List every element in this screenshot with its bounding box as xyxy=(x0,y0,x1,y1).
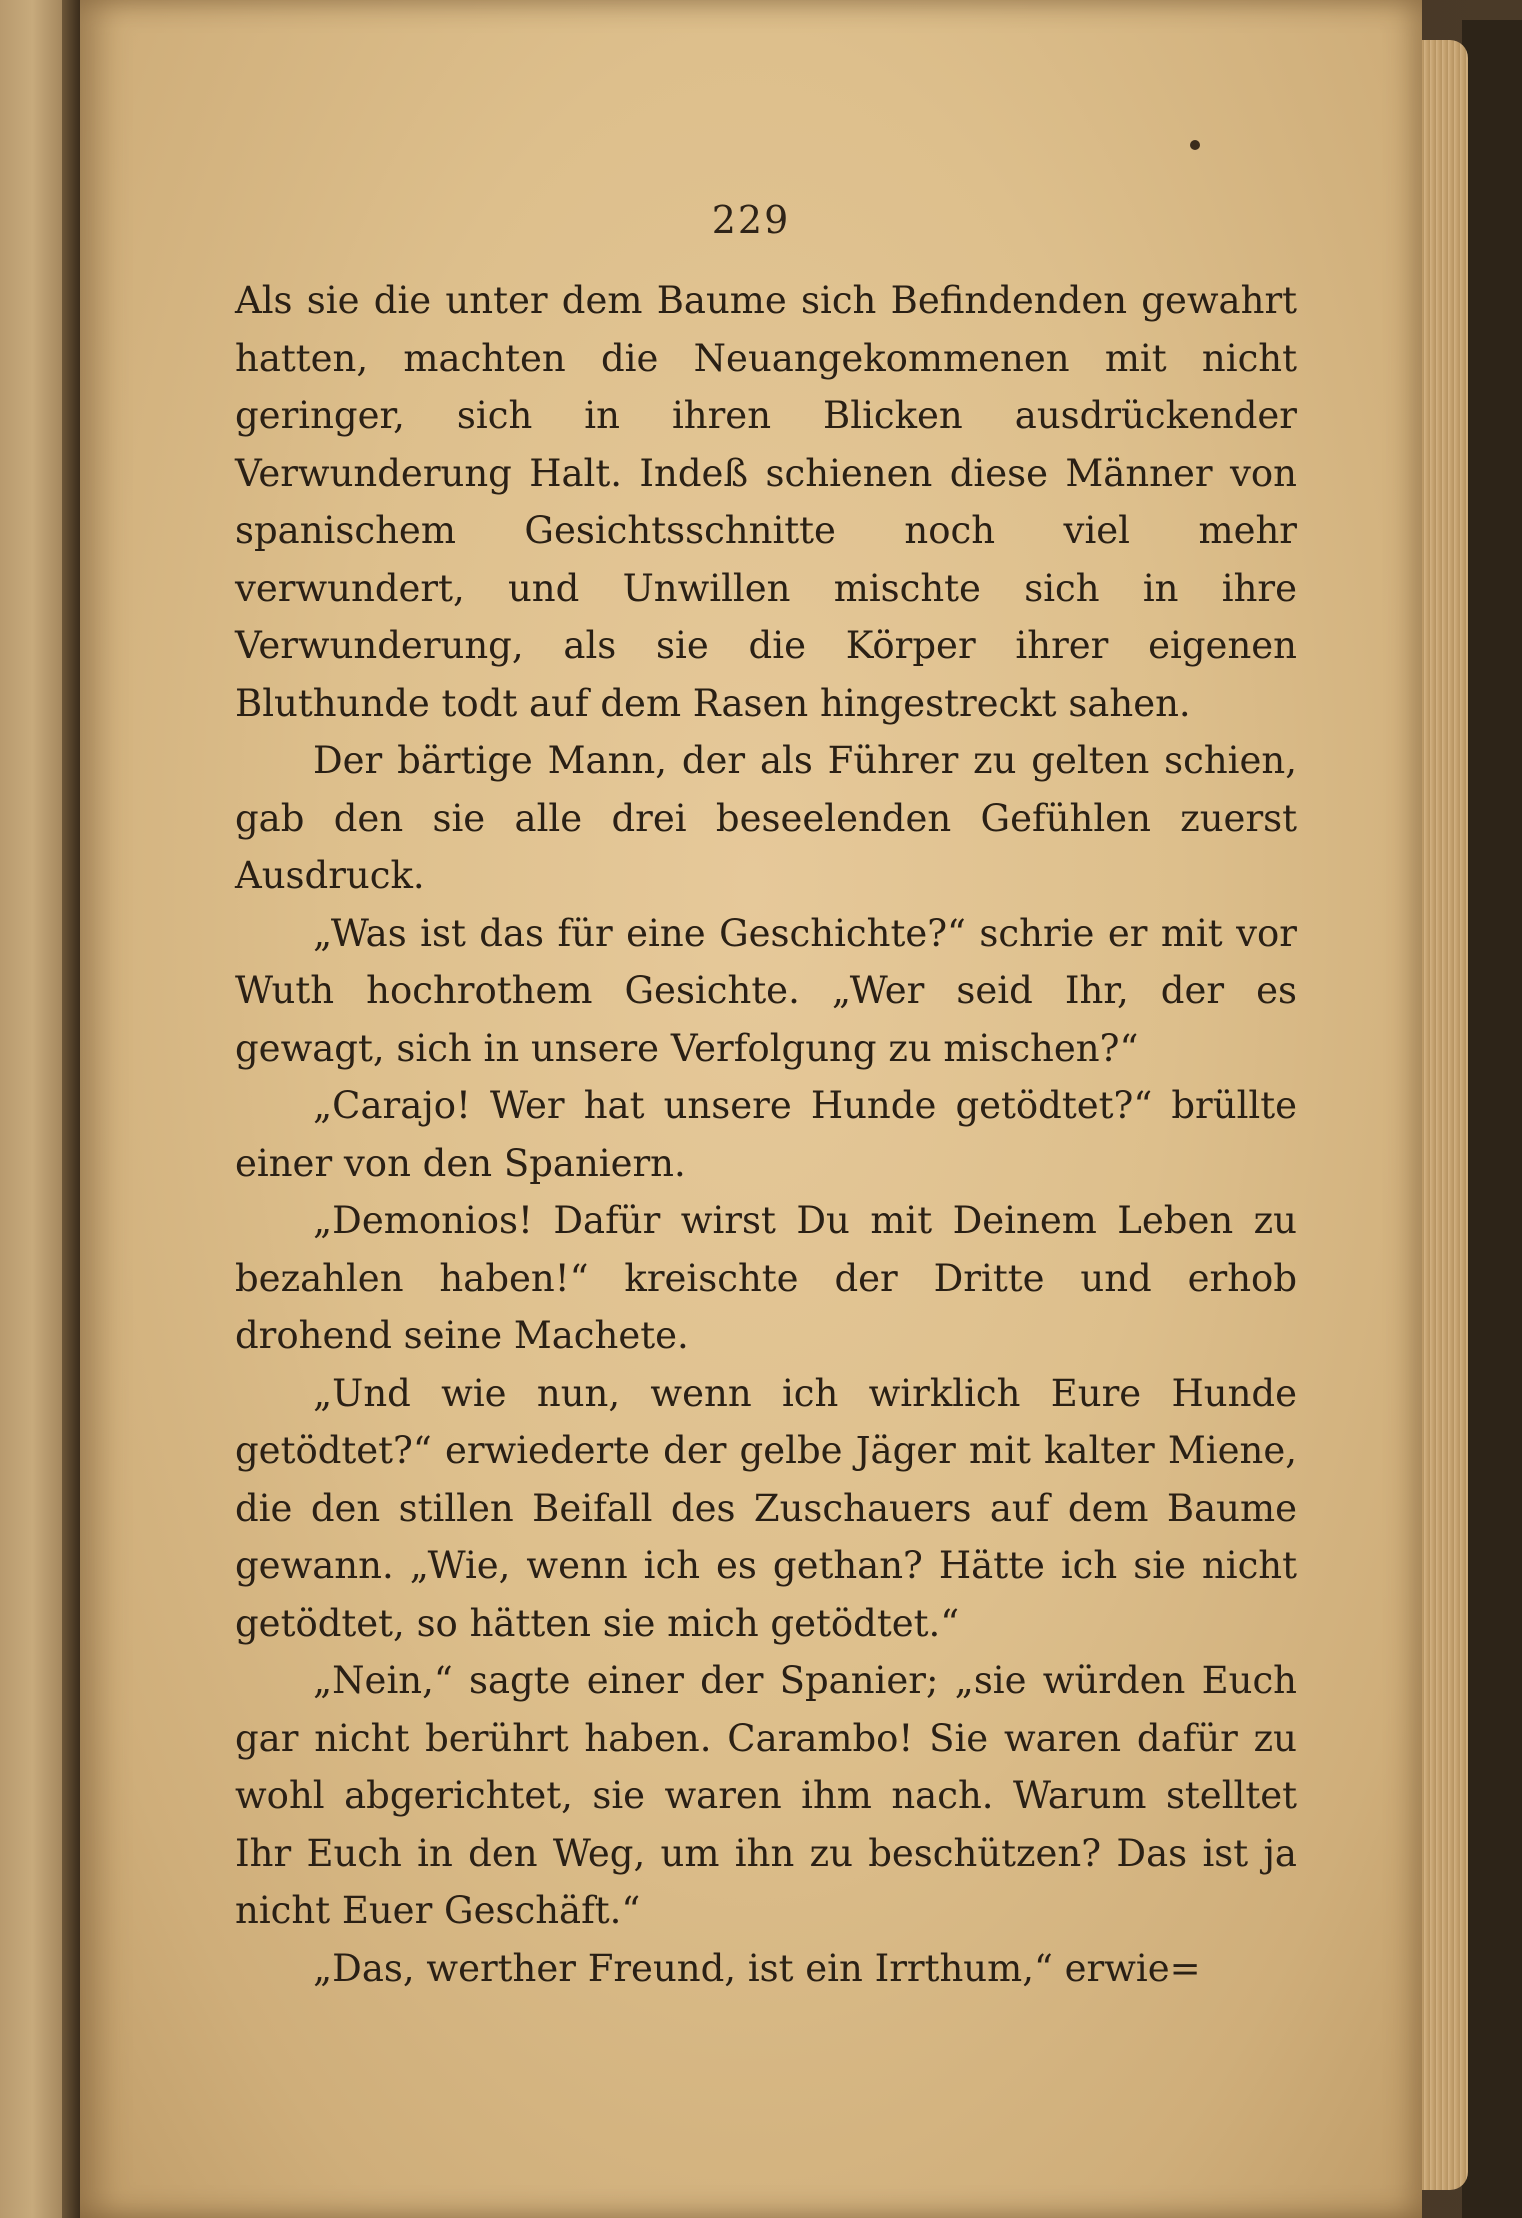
paragraph: „Was ist das für eine Geschichte?“ schrie er mit vor Wuth hochrothem Gesichte. „Wer seid Ihr, der es gewagt, sich in unsere Verfolgung zu mischen?“ xyxy=(235,911,1297,1070)
paragraph: „Nein,“ sagte einer der Spanier; „sie würden Euch gar nicht berührt haben. Carambo! Sie waren dafür zu wohl abgerichtet, sie waren ihm nach. Warum stelltet Ihr Euch in den Weg, um ihn zu beschützen? Das ist ja nicht Euer Geschäft.“ xyxy=(235,1659,1297,1932)
paragraph: „Das, werther Freund, ist ein Irrthum,“ erwie= xyxy=(313,1946,1201,1990)
paragraph: Als sie die unter dem Baume sich Befindenden gewahrt hatten, machten die Neuangekommenen mit nicht geringer, sich in ihren Blicken ausdrückender Verwunderung Halt. Indeß schienen diese Männer von spanischem Gesichtsschnitte noch viel mehr verwundert, und Unwillen mischte sich in ihre Verwunderung, als sie die Körper ihrer eigenen Bluthunde todt auf dem Rasen hingestreckt sahen. xyxy=(235,279,1297,725)
paragraph: „Carajo! Wer hat unsere Hunde getödtet?“ brüllte einer von den Spaniern. xyxy=(235,1084,1297,1185)
paragraph: Der bärtige Mann, der als Führer zu gelten schien, gab den sie alle drei beseelenden Gefühlen zuerst Ausdruck. xyxy=(235,739,1297,897)
ink-speck xyxy=(1190,140,1200,150)
page-number: 229 xyxy=(711,198,791,242)
book-gutter xyxy=(62,0,80,2218)
paragraph: „Und wie nun, wenn ich wirklich Eure Hunde getödtet?“ erwiederte der gelbe Jäger mit kalter Miene, die den stillen Beifall des Zuschauers auf dem Baume gewann. „Wie, wenn ich es gethan? Hätte ich sie nicht getödtet, so hätten sie mich getödtet.“ xyxy=(235,1371,1297,1645)
paragraph: „Demonios! Dafür wirst Du mit Deinem Leben zu bezahlen haben!“ kreischte der Dritte und erhob drohend seine Machete. xyxy=(235,1199,1297,1357)
page-text xyxy=(235,272,1297,1997)
book-cover-edge xyxy=(1462,20,1522,2218)
book-page xyxy=(80,0,1422,2218)
